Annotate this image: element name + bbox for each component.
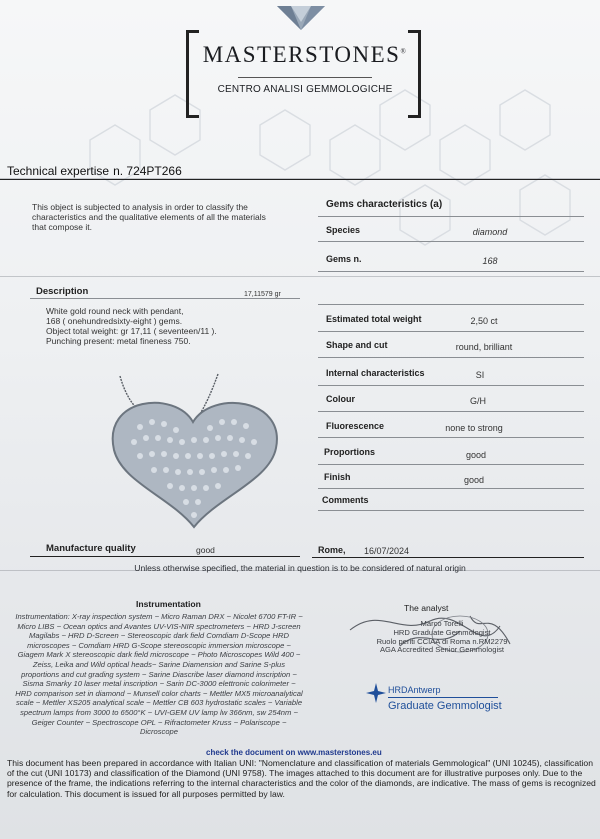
description-weight: 17,11579 gr: [244, 291, 281, 298]
description-label: Description: [36, 286, 89, 297]
row-divider: [312, 557, 584, 558]
row-divider: [318, 488, 584, 489]
row-divider: [30, 556, 300, 557]
analyst-title: The analyst: [404, 603, 449, 613]
manufacture-label: Manufacture quality: [46, 543, 136, 554]
hrd-divider: [388, 697, 498, 698]
description-line: 168 ( onehundredsixty-eight ) gems.: [46, 316, 183, 326]
char-label: Colour: [326, 394, 355, 404]
row-divider: [318, 331, 584, 332]
row-divider: [30, 298, 300, 299]
char-value: 2,50 ct: [470, 316, 498, 326]
row-divider: [318, 304, 584, 305]
description-line: Object total weight: gr 17,11 ( seventeen/11 ).: [46, 326, 217, 336]
graduate-gemmologist-label: Graduate Gemmologist: [388, 700, 502, 712]
gems-header: Gems characteristics (a): [326, 199, 443, 210]
description-line: Punching present: metal fineness 750.: [46, 336, 191, 346]
hrd-star-icon: [366, 683, 386, 703]
gems-count-value: 168: [482, 256, 498, 266]
expertise-title: Technical expertise n. 724PT266: [7, 164, 182, 178]
place-label: Rome,: [318, 545, 346, 555]
fold-line: [0, 276, 600, 277]
char-value: G/H: [469, 396, 486, 406]
char-value: none to strong: [445, 423, 503, 433]
char-value: good: [463, 475, 485, 485]
char-value: SI: [475, 370, 485, 380]
analyst-credential: AGA Accredited Senior Gemmologist: [379, 645, 505, 655]
manufacture-value: good: [196, 545, 215, 555]
species-value: diamond: [472, 227, 508, 237]
analyst-block: [372, 620, 512, 655]
row-divider: [318, 241, 584, 242]
analyst-credential: Ruolo periti CCIAA di Roma n.RM2279: [376, 636, 508, 646]
char-label: Internal characteristics: [326, 368, 425, 378]
natural-origin-note: Unless otherwise specified, the material in question is to be considered of natural origin: [134, 563, 466, 573]
row-divider: [318, 510, 584, 511]
header-rule: [0, 179, 600, 180]
row-divider: [318, 357, 584, 358]
char-label: Proportions: [324, 447, 375, 457]
check-document-link[interactable]: check the document on www.masterstones.eu: [206, 748, 382, 757]
necklace-photo: [100, 372, 290, 532]
row-divider: [318, 411, 584, 412]
instrumentation-text: Instrumentation: X-ray inspection system ~ Micro Raman DRX ~ Nicolet 6700 FT-IR ~ Micro LIBS ~ Ocean optics and Avantes UV-VIS-NIR spectrometers ~ HRD J-screen Magilabs ~ HRD D-Screen ~ Stereoscopic dark field Comdiam D-Scope HRD microscopes ~ Comdiam HRD G-Scope stereoscopic immersion microscope ~ Giagem Mark X stereoscopic dark field microscope ~ Photo Microscopes Wild 400 ~ Zeiss, Leika and Wild optical heads~ Sarine Diamension and Sarine S-plus proportions and cut grading system ~ Sarine Diascribe laser diamond inscription ~ Sisma Smarky 10 laser metal inscription ~ Sarin DC-3000 elettronic colorimeter ~ HRD comparison set in diamond ~ Munsell color charts ~ Mettler MX5 microanalytical scale ~ Mettler XS205 analytical scale ~ Mettler CB 603 hydrostatic scales ~ Variable spectrum lamps from 3000 to 6500°K ~ UVI-GEM UV lamp lw 366nm, sw 254nm ~ Geiger Counter ~ Spectroscope OPL ~ Rifractometer Kruss ~ Polariscope ~ Dicroscope: [15, 612, 303, 737]
char-label: Estimated total weight: [326, 314, 422, 324]
description-text: [46, 306, 306, 346]
row-divider: [318, 216, 584, 217]
date-value: 16/07/2024: [364, 546, 410, 556]
species-label: Species: [326, 225, 361, 235]
legal-footer: This document has been prepared in accordance with Italian UNI: "Nomenclature and classification of materials Gemmological" (UNI 10245), classification of the cut (UNI 10173) and classification of the Diamond (UNI 9758). The images attached to this document are for illustrative purposes only. Due to the presence of the frame, the indications referring to the internal characteristics and the color of the diamonds, are indicative. The mass of gems is recognized for calculation. This document is issued for all purposes permitted by law.: [7, 758, 596, 799]
row-divider: [318, 385, 584, 386]
char-label: Shape and cut: [326, 340, 388, 350]
logo-bracket-left: [186, 30, 199, 118]
brand-name: MASTERSTONES®: [202, 42, 408, 67]
intro-text: This object is subjected to analysis in order to classify the characteristics and the qualitative elements of all the materials that compose it.: [32, 202, 266, 232]
instrumentation-title: Instrumentation: [136, 599, 201, 609]
analyst-name: Marco Torelli: [420, 619, 464, 628]
row-divider: [318, 271, 584, 272]
gems-count-label: Gems n.: [326, 254, 362, 264]
char-label: Finish: [324, 472, 351, 482]
row-divider: [318, 437, 584, 438]
char-label: Comments: [322, 495, 369, 505]
analyst-credential: HRD Graduate Gemmologist: [393, 627, 491, 637]
row-divider: [318, 464, 584, 465]
brand-divider: [238, 77, 372, 78]
description-line: White gold round neck with pendant,: [46, 306, 184, 316]
char-value: good: [465, 450, 487, 460]
brand-subtitle: CENTRO ANALISI GEMMOLOGICHE: [217, 84, 393, 95]
diamond-logo-icon: [271, 2, 331, 32]
char-value: round, brilliant: [455, 342, 513, 352]
hrd-antwerp-label: HRDAntwerp: [388, 685, 441, 695]
char-label: Fluorescence: [326, 421, 385, 431]
